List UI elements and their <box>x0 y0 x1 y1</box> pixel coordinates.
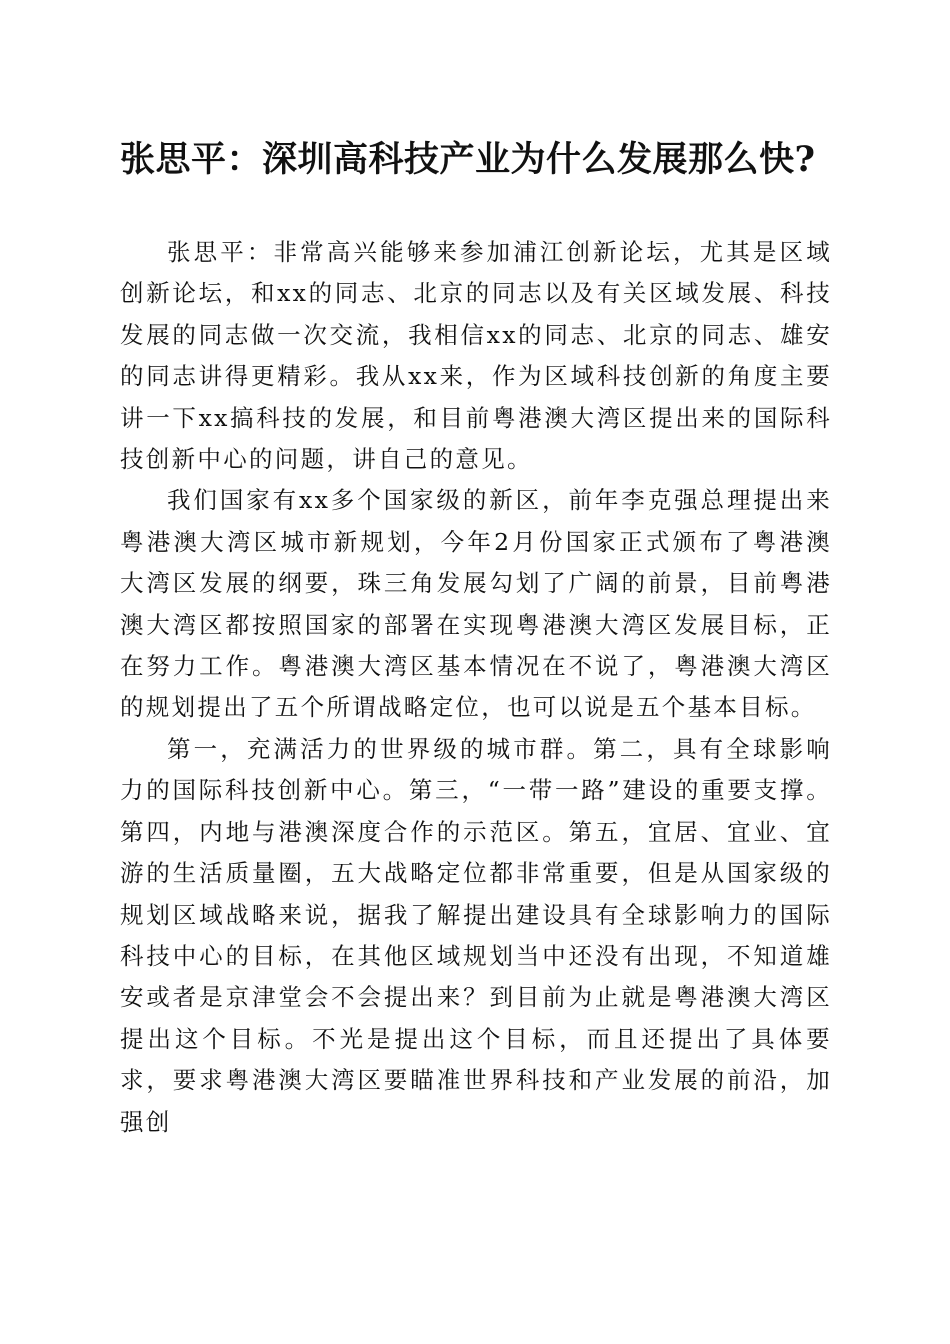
document-title: 张思平：深圳高科技产业为什么发展那么快? <box>120 139 816 180</box>
paragraph-2: 我们国家有xx多个国家级的新区，前年李克强总理提出来粤港澳大湾区城市新规划，今年2月份国家正式颁布了粤港澳大湾区发展的纲要，珠三角发展勾划了广阔的前景，目前粤港澳大湾区都按照国家的部署在实现粤港澳大湾区发展目标，正在努力工作。粤港澳大湾区基本情况在不说了，粤港澳大湾区的规划提出了五个所谓战略定位，也可以说是五个基本目标。 <box>120 486 832 722</box>
document-body <box>120 232 832 1143</box>
paragraph-1: 张思平：非常高兴能够来参加浦江创新论坛，尤其是区域创新论坛，和xx的同志、北京的同志以及有关区域发展、科技发展的同志做一次交流，我相信xx的同志、北京的同志、雄安的同志讲得更精彩。我从xx来，作为区域科技创新的角度主要讲一下xx搞科技的发展，和目前粤港澳大湾区提出来的国际科技创新中心的问题，讲自己的意见。 <box>120 238 832 474</box>
paragraph-3: 第一，充满活力的世界级的城市群。第二，具有全球影响力的国际科技创新中心。第三，“一带一路”建设的重要支撑。第四，内地与港澳深度合作的示范区。第五，宜居、宜业、宜游的生活质量圈，五大战略定位都非常重要，但是从国家级的规划区域战略来说，据我了解提出建设具有全球影响力的国际科技中心的目标，在其他区域规划当中还没有出现，不知道雄安或者是京津堂会不会提出来？到目前为止就是粤港澳大湾区提出这个目标。不光是提出这个目标，而且还提出了具体要求，要求粤港澳大湾区要瞄准世界科技和产业发展的前沿，加强创 <box>120 734 832 1136</box>
